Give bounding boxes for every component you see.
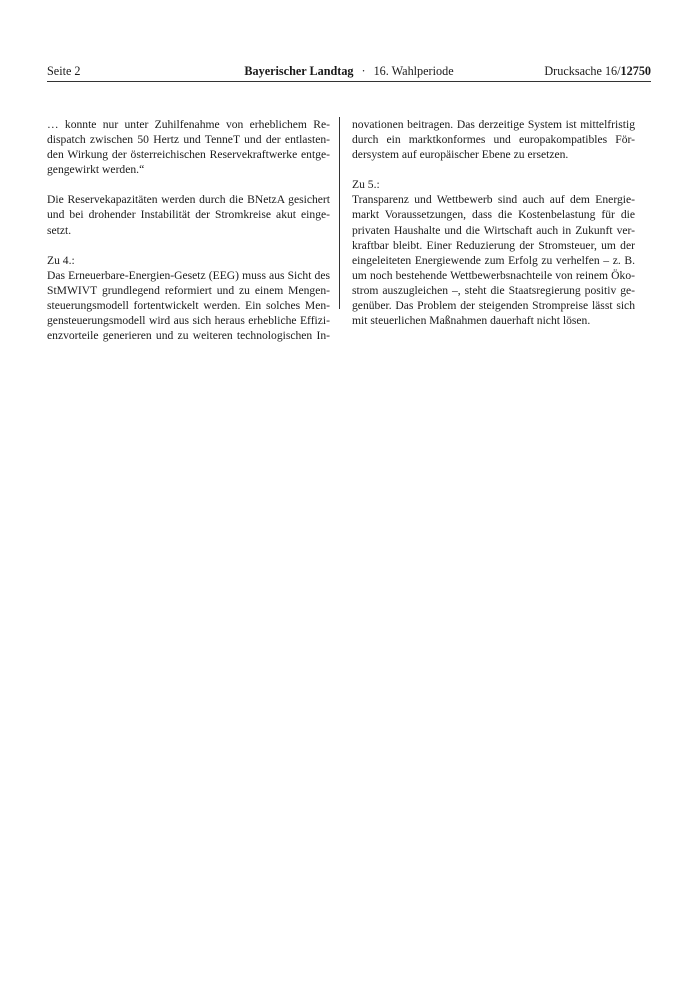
text-line: und bei drohender Instabilität der Stromkreise akut einge- — [47, 208, 330, 222]
text-line: dersystem auf europäischer Ebene zu ersetzen. — [352, 148, 569, 162]
document-id: 12750 — [620, 64, 651, 78]
section-4 — [47, 253, 330, 344]
section-5 — [352, 177, 635, 328]
text-line: StMWIVT grundlegend reformiert und zu einem Mengen- — [47, 283, 330, 297]
text-line: … konnte nur unter Zuhilfenahme von erheblichem Re- — [47, 118, 330, 131]
section-4-heading: Zu 4.: — [47, 253, 75, 267]
text-line: steuerungsmodell fortentwickelt werden. Ein solches Men- — [47, 298, 330, 312]
text-line: genüber. Das Problem der steigenden Strompreise lässt sich — [352, 299, 635, 313]
text-line: um noch bestehende Wettbewerbsnachteile von reinem Öko- — [352, 268, 635, 282]
text-line: durch ein marktkonformes und europakompatibles För- — [352, 133, 635, 147]
document-prefix: Drucksache 16/ — [544, 64, 621, 78]
text-line: enzvorteile generieren und zu weiteren technologischen In- — [47, 329, 330, 343]
legislative-period: 16. Wahlperiode — [373, 64, 454, 78]
text-line: Das Erneuerbare-Energien-Gesetz (EEG) muss aus Sicht des — [47, 268, 330, 282]
text-line: gensteuerungsmodell wird aus sich heraus erhebliche Effizi- — [47, 314, 330, 328]
section-4-continuation — [352, 117, 635, 162]
text-line: gengewirkt werden.“ — [47, 163, 145, 177]
text-line: privaten Haushalte und die Wirtschaft auch in Zukunft ver- — [352, 223, 635, 237]
column-divider — [339, 117, 340, 309]
parliament-name: Bayerischer Landtag — [244, 64, 354, 78]
left-column — [47, 117, 330, 343]
text-line: eingeleiteten Energiewende zum Erfolg zu verhelfen – z. B. — [352, 253, 635, 267]
page-header — [47, 63, 651, 82]
header-separator: · — [361, 64, 366, 78]
text-line: Transparenz und Wettbewerb sind auch auf dem Energie- — [352, 193, 635, 207]
document-number — [544, 63, 651, 79]
text-line: Die Reservekapazitäten werden durch die BNetzA gesichert — [47, 193, 330, 207]
section-5-heading: Zu 5.: — [352, 178, 380, 192]
page-number: Seite 2 — [47, 64, 81, 78]
right-column — [352, 117, 635, 328]
text-line: strom auszugleichen –, steht die Staatsregierung positiv ge- — [352, 283, 635, 297]
text-line: kraftbar bleibt. Einer Reduzierung der Stromsteuer, um der — [352, 238, 635, 252]
text-line: setzt. — [47, 223, 72, 237]
paragraph-quote — [47, 117, 330, 177]
text-line: markt Voraussetzungen, dass die Kostenbelastung für die — [352, 208, 635, 222]
text-line: mit steuerlichen Maßnahmen dauerhaft nicht lösen. — [352, 314, 591, 328]
text-line: den Wirkung der österreichischen Reservekraftwerke entge- — [47, 148, 330, 162]
paragraph-reserve — [47, 192, 330, 237]
text-line: dispatch zwischen 50 Hertz und TenneT und der entlasten- — [47, 133, 330, 147]
text-line: novationen beitragen. Das derzeitige System ist mittelfristig — [352, 118, 635, 131]
